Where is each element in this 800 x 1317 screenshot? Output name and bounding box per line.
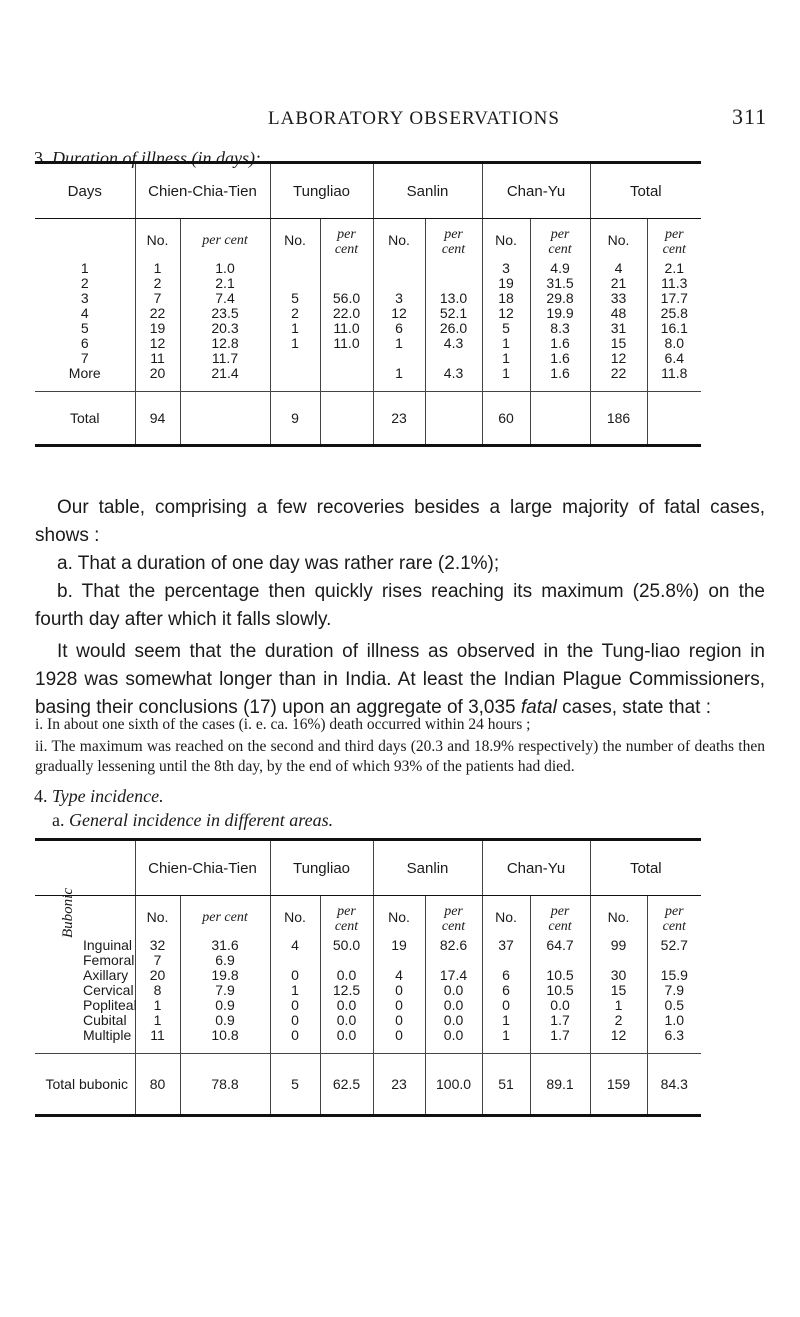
table-cell: 26.0	[425, 321, 482, 336]
table-cell	[373, 351, 425, 366]
table-cell: 10.5	[530, 983, 590, 998]
table-cell: 12.5	[320, 983, 373, 998]
duration-table-body	[35, 257, 765, 392]
total-label: Total bubonic	[35, 1054, 135, 1116]
table-cell: 15	[590, 983, 647, 998]
table-cell: 12	[135, 336, 180, 351]
table-row	[35, 276, 765, 291]
table-cell	[320, 366, 373, 392]
table-row	[35, 953, 765, 968]
table-cell: 12	[373, 306, 425, 321]
table-cell: 8.3	[530, 321, 590, 336]
table-cell: 1	[270, 336, 320, 351]
bubonic-side-label: Bubonic	[60, 888, 76, 938]
table-row	[35, 257, 765, 276]
point-b: b. That the percentage then quickly rises reaching its maximum (25.8%) on the fourth day after which it falls slowly.	[35, 581, 765, 630]
table-cell	[425, 257, 482, 276]
table-cell: 0.0	[320, 1028, 373, 1054]
running-title: LABORATORY OBSERVATIONS	[268, 108, 560, 129]
total-cell: 94	[135, 392, 180, 446]
table-cell: 10.8	[180, 1028, 270, 1054]
section-4a-heading: a. General incidence in different areas.	[52, 810, 334, 830]
table-row	[35, 1013, 765, 1028]
table-cell: 11.7	[180, 351, 270, 366]
total-cell: 159	[590, 1054, 647, 1116]
table-cell: 19	[135, 321, 180, 336]
paragraph: Our table, comprising a few recoveries besides a large majority of fatal cases, shows :	[35, 497, 765, 546]
subheader-row	[35, 219, 765, 258]
subheader-no: No.	[270, 896, 320, 935]
total-cell: 60	[482, 392, 530, 446]
column-header: Tungliao	[270, 840, 373, 896]
total-cell: 100.0	[425, 1054, 482, 1116]
table-cell: 11	[135, 1028, 180, 1054]
table-cell: 4	[590, 257, 647, 276]
table-cell: 0	[373, 1013, 425, 1028]
table-cell: 5	[482, 321, 530, 336]
table-row	[35, 336, 765, 351]
table-cell: 6	[482, 968, 530, 983]
table-cell	[373, 257, 425, 276]
table-cell: 50.0	[320, 934, 373, 953]
total-cell: 84.3	[647, 1054, 701, 1116]
table-cell: 0.0	[320, 998, 373, 1013]
paragraph: It would seem that the duration of illness as observed in the Tung-liao region in 1928 was somewhat longer than in India. At least the Indian Plague Commissioners, basing their conclusions (17) upon an aggregate of 3,035 fatal cases, state that :	[35, 641, 765, 718]
row-label: Cubital	[83, 1012, 127, 1028]
table-cell: 0.0	[320, 968, 373, 983]
total-cell: 78.8	[180, 1054, 270, 1116]
table-cell: 30	[590, 968, 647, 983]
table-cell: 21	[590, 276, 647, 291]
table-cell: 1.7	[530, 1013, 590, 1028]
table-cell	[270, 953, 320, 968]
table-cell: 32	[135, 934, 180, 953]
duration-table	[35, 161, 765, 447]
subheader-per-cent: per cent	[425, 219, 482, 258]
table-cell: 1	[270, 983, 320, 998]
table-row	[35, 366, 765, 392]
table-cell: 6.4	[647, 351, 701, 366]
column-header: Days	[35, 163, 135, 219]
row-label: Inguinal	[83, 937, 133, 953]
table-cell: 1.0	[180, 257, 270, 276]
table-cell: 23.5	[180, 306, 270, 321]
table-cell: 0.0	[425, 1013, 482, 1028]
body-text	[35, 494, 765, 722]
row-label: More	[68, 365, 101, 381]
column-header: Chan-Yu	[482, 840, 590, 896]
table-cell	[320, 257, 373, 276]
subheader-row	[35, 896, 765, 935]
table-cell: 48	[590, 306, 647, 321]
table-cell: 1.0	[647, 1013, 701, 1028]
subheader-per-cent: per cent	[530, 896, 590, 935]
row-label: Femoral	[83, 952, 135, 968]
table-cell: 7	[135, 953, 180, 968]
finding-i: i. In about one sixth of the cases (i. e. ca. 16%) death occurred within 24 hours ;	[35, 716, 531, 733]
table-cell: 64.7	[530, 934, 590, 953]
table-cell: 11.3	[647, 276, 701, 291]
table-cell: 11.8	[647, 366, 701, 392]
table-cell: 17.7	[647, 291, 701, 306]
table-cell: 22	[590, 366, 647, 392]
table-cell: 4.9	[530, 257, 590, 276]
table-cell: 0	[373, 1028, 425, 1054]
table-cell: 1	[373, 366, 425, 392]
row-label: Popliteal	[83, 997, 137, 1013]
subheader-per-cent: per cent	[647, 896, 701, 935]
table-cell	[373, 276, 425, 291]
table-cell: 0.9	[180, 998, 270, 1013]
total-row	[35, 392, 765, 446]
column-header: Sanlin	[373, 163, 482, 219]
subheader-no: No.	[373, 219, 425, 258]
table-cell: 1	[135, 257, 180, 276]
total-label: Total	[35, 392, 135, 446]
point-a: a. That a duration of one day was rather rare (2.1%);	[57, 553, 500, 574]
type-incidence-body	[35, 934, 765, 1054]
table-cell: 6.3	[647, 1028, 701, 1054]
table-cell: 31	[590, 321, 647, 336]
total-cell: 62.5	[320, 1054, 373, 1116]
table-cell: 0.0	[425, 983, 482, 998]
table-cell: 17.4	[425, 968, 482, 983]
table-cell: 19.9	[530, 306, 590, 321]
subheader-per-cent: per cent	[647, 219, 701, 258]
table-cell: 19	[482, 276, 530, 291]
table-cell: 7.9	[647, 983, 701, 998]
table-cell: 12	[590, 1028, 647, 1054]
table-row	[35, 998, 765, 1013]
table-cell: 2	[590, 1013, 647, 1028]
table-cell: 1	[270, 321, 320, 336]
table-cell: 0	[270, 1028, 320, 1054]
table-cell: 0	[373, 983, 425, 998]
table-cell: 0.0	[425, 1028, 482, 1054]
table-cell: 4.3	[425, 336, 482, 351]
total-cell: 51	[482, 1054, 530, 1116]
row-label: 5	[80, 320, 89, 336]
table-cell: 20	[135, 366, 180, 392]
subheader-no: No.	[482, 896, 530, 935]
table-cell: 37	[482, 934, 530, 953]
table-header-row	[35, 163, 765, 219]
subheader-per-cent: per cent	[530, 219, 590, 258]
row-label: 3	[80, 290, 89, 306]
total-row	[35, 1054, 765, 1116]
table-cell	[647, 953, 701, 968]
table-cell: 22.0	[320, 306, 373, 321]
subheader-no: No.	[590, 219, 647, 258]
table-cell: 13.0	[425, 291, 482, 306]
table-cell	[425, 953, 482, 968]
total-cell: 23	[373, 392, 425, 446]
table-cell: 6	[482, 983, 530, 998]
table-cell: 82.6	[425, 934, 482, 953]
table-cell	[270, 257, 320, 276]
table-cell: 1	[590, 998, 647, 1013]
table-cell: 0.5	[647, 998, 701, 1013]
subheader-per-cent: per cent	[180, 219, 270, 258]
table-cell: 3	[373, 291, 425, 306]
row-label: Cervical	[83, 982, 134, 998]
table-cell: 0	[482, 998, 530, 1013]
total-cell: 89.1	[530, 1054, 590, 1116]
table-cell	[482, 953, 530, 968]
indian-commission-findings	[35, 715, 765, 777]
row-label: 1	[80, 260, 89, 276]
table-cell: 2	[270, 306, 320, 321]
table-cell: 6	[373, 321, 425, 336]
table-row	[35, 934, 765, 953]
table-cell: 0	[373, 998, 425, 1013]
total-cell: 23	[373, 1054, 425, 1116]
total-cell: 9	[270, 392, 320, 446]
subheader-no: No.	[135, 219, 180, 258]
table-cell: 1	[482, 366, 530, 392]
table-cell: 4.3	[425, 366, 482, 392]
column-header	[35, 840, 135, 896]
column-header: Total	[590, 840, 701, 896]
row-label: 6	[80, 335, 89, 351]
table-cell	[270, 366, 320, 392]
total-cell: 80	[135, 1054, 180, 1116]
table-row	[35, 983, 765, 998]
type-incidence-table	[35, 838, 765, 1117]
subheader-per-cent: per cent	[425, 896, 482, 935]
table-cell: 56.0	[320, 291, 373, 306]
section-4-title: Type incidence.	[52, 786, 164, 806]
table-row	[35, 306, 765, 321]
table-cell: 25.8	[647, 306, 701, 321]
subheader-per-cent: per cent	[320, 896, 373, 935]
table-cell	[320, 276, 373, 291]
table-header-row	[35, 840, 765, 896]
table-cell	[530, 953, 590, 968]
table-cell: 11.0	[320, 336, 373, 351]
table-cell: 2.1	[647, 257, 701, 276]
page-number: 311	[732, 104, 768, 129]
table-cell: 15	[590, 336, 647, 351]
table-cell: 4	[373, 968, 425, 983]
table-cell: 1	[135, 998, 180, 1013]
table-cell: 18	[482, 291, 530, 306]
table-cell: 2	[135, 276, 180, 291]
table-cell: 4	[270, 934, 320, 953]
section-4-heading: 4. Type incidence.	[34, 786, 164, 806]
table-cell: 20	[135, 968, 180, 983]
section-3-heading: 3. Duration of illness (in days):	[34, 148, 261, 168]
row-label: 7	[80, 350, 89, 366]
table-cell: 5	[270, 291, 320, 306]
column-header: Sanlin	[373, 840, 482, 896]
table-cell: 1	[482, 336, 530, 351]
table-cell: 1	[135, 1013, 180, 1028]
table-cell: 1	[482, 351, 530, 366]
section-3-title: Duration of illness (in days):	[52, 148, 261, 168]
table-row	[35, 351, 765, 366]
table-cell: 11.0	[320, 321, 373, 336]
table-cell: 1	[482, 1028, 530, 1054]
subheader-no: No.	[270, 219, 320, 258]
table-cell	[270, 276, 320, 291]
table-cell: 31.5	[530, 276, 590, 291]
table-cell: 12	[482, 306, 530, 321]
table-cell: 0.0	[320, 1013, 373, 1028]
table-cell	[590, 953, 647, 968]
table-cell: 7.9	[180, 983, 270, 998]
table-cell	[425, 276, 482, 291]
total-cell: 5	[270, 1054, 320, 1116]
table-cell: 16.1	[647, 321, 701, 336]
table-cell: 31.6	[180, 934, 270, 953]
table-cell: 3	[482, 257, 530, 276]
table-cell: 1.7	[530, 1028, 590, 1054]
table-cell: 29.8	[530, 291, 590, 306]
subheader-no: No.	[373, 896, 425, 935]
subheader-no: No.	[590, 896, 647, 935]
table-cell: 2.1	[180, 276, 270, 291]
subheader-per-cent: per cent	[180, 896, 270, 935]
table-row	[35, 968, 765, 983]
table-cell: 0	[270, 998, 320, 1013]
table-cell: 15.9	[647, 968, 701, 983]
table-cell	[425, 351, 482, 366]
table-cell: 11	[135, 351, 180, 366]
table-cell: 1	[482, 1013, 530, 1028]
table-cell: 7.4	[180, 291, 270, 306]
row-label: 2	[80, 275, 89, 291]
table-cell: 19.8	[180, 968, 270, 983]
table-cell: 33	[590, 291, 647, 306]
table-cell: 19	[373, 934, 425, 953]
table-cell: 52.1	[425, 306, 482, 321]
table-cell: 0	[270, 968, 320, 983]
table-cell: 12	[590, 351, 647, 366]
subheader-no: No.	[482, 219, 530, 258]
table-cell: 52.7	[647, 934, 701, 953]
table-cell	[270, 351, 320, 366]
table-cell: 22	[135, 306, 180, 321]
subheader-per-cent: per cent	[320, 219, 373, 258]
section-4a-title: General incidence in different areas.	[69, 810, 334, 830]
total-cell: 186	[590, 392, 647, 446]
table-cell: 1	[373, 336, 425, 351]
table-cell: 8.0	[647, 336, 701, 351]
subheader-no: No.	[135, 896, 180, 935]
table-row	[35, 321, 765, 336]
table-cell: 99	[590, 934, 647, 953]
column-header: Total	[590, 163, 701, 219]
table-cell: 0.0	[425, 998, 482, 1013]
table-cell: 10.5	[530, 968, 590, 983]
table-cell	[320, 351, 373, 366]
table-cell: 8	[135, 983, 180, 998]
table-cell: 0.0	[530, 998, 590, 1013]
table-cell: 0	[270, 1013, 320, 1028]
table-row	[35, 291, 765, 306]
row-label: 4	[80, 305, 89, 321]
table-cell: 1.6	[530, 336, 590, 351]
row-label: Multiple	[83, 1027, 132, 1043]
column-header: Tungliao	[270, 163, 373, 219]
table-cell	[320, 953, 373, 968]
finding-ii: ii. The maximum was reached on the second and third days (20.3 and 18.9% respectively) the number of deaths then gradually lessening until the 8th day, by the end of which 93% of the patients had died.	[35, 738, 765, 775]
table-cell: 1.6	[530, 351, 590, 366]
table-cell: 7	[135, 291, 180, 306]
column-header: Chien-Chia-Tien	[135, 163, 270, 219]
table-cell: 0.9	[180, 1013, 270, 1028]
column-header: Chien-Chia-Tien	[135, 840, 270, 896]
column-header: Chan-Yu	[482, 163, 590, 219]
row-label: Axillary	[83, 967, 129, 983]
table-cell: 12.8	[180, 336, 270, 351]
table-row	[35, 1028, 765, 1054]
table-cell: 21.4	[180, 366, 270, 392]
table-cell: 1.6	[530, 366, 590, 392]
table-cell: 20.3	[180, 321, 270, 336]
table-cell	[373, 953, 425, 968]
table-cell: 6.9	[180, 953, 270, 968]
